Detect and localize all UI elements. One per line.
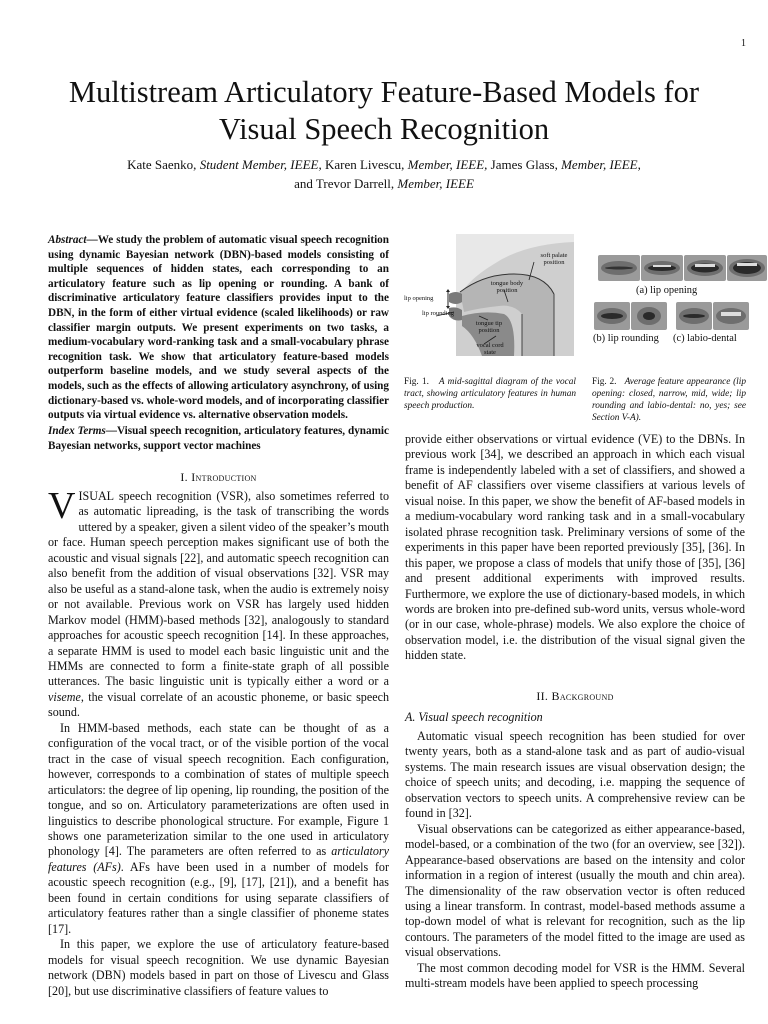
section-heading-introduction [48, 470, 389, 485]
label-tongue-body: tongue body position [490, 280, 524, 294]
title-line-2: Visual Speech Recognition [218, 112, 550, 146]
background-paragraph-2: Visual observations can be categorized as either appearance-based, model-based, or a combination of the two (for an overview, see [32]). Appearance-based observations are based on the intensity and color information in a region of interest (usually the mouth and chin area). The dimensionality of the raw observation vector is often reduced using a linear transform. In contrast, model-based methods assume a top-down model of what is relevant for recognition, such as the lip contours. The parameters of the model fitted to the image are used as visual observations. [405, 821, 745, 960]
background-paragraph-3: The most common decoding model for VSR is the HMM. Several multi-stream models have been applied to speech processing [405, 960, 745, 991]
author-3: James Glass, [490, 157, 558, 172]
subsection-heading-visual-speech-recognition: A. Visual speech recognition [405, 710, 543, 724]
author-list [0, 155, 768, 193]
intro-paragraph-1: VISUAL speech recognition (VSR), also sometimes referred to as automatic lipreading, is the task of transcribing the words uttered by a speaker, given a silent video of the speaker’s mouth or face. Human speech perception makes significant use of both the acoustic and visual signals [22], and automatic speech recognition can also benefit from the addition of visual observations [32]. VSR may also be useful as a stand-alone task, when the audio is extremely noisy or not available. Previous work on VSR has largely used hidden Markov model (HMM)-based methods [32], analogously to standard approaches for acoustic speech recognition [14]. In these approaches, a separate HMM is used to model each basic linguistic unit and the HMMs are connected to form a finite-state graph of all possible utterances. The basic linguistic unit is typically either a word or a viseme, the visual correlate of an acoustic phoneme, or basic speech sound. [48, 485, 389, 720]
background-paragraph-1: Automatic visual speech recognition has been studied for over twenty years, both as a stand-alone task and as part of audio-visual systems. The main research issues are visual observation design; the choice of speech units; and decoding, i.e. mapping the sequence of observation vectors to speech units. A comprehensive review can be found in [32]. [405, 729, 745, 821]
introduction-body [48, 485, 389, 999]
paper-title [0, 74, 768, 148]
lip-image-labiodental-yes [713, 302, 749, 330]
author-4: and Trevor Darrell, [294, 176, 395, 191]
title-line-1: Multistream Articulatory Feature-Based Models for [68, 75, 700, 109]
abstract-lead: Abstract [48, 234, 87, 246]
term-viseme: viseme [48, 689, 81, 704]
figure-1-vocal-tract-diagram [404, 234, 580, 360]
section-title: Background [551, 689, 614, 703]
section-heading-background [405, 689, 745, 704]
section-number: I. [180, 470, 188, 484]
lip-image-mid [684, 255, 726, 281]
background-body [405, 729, 745, 992]
author-3-role: Member, IEEE, [561, 157, 641, 172]
index-terms-lead: Index Terms [48, 425, 106, 437]
label-tongue-tip: tongue tip position [475, 320, 503, 334]
author-2-role: Member, IEEE, [407, 157, 488, 172]
lip-image-labiodental-no [676, 302, 712, 330]
intro-continuation-paragraph: provide either observations or virtual evidence (VE) to the DBNs. In previous work [34], we described an approach in which each visual frame is independently labeled with a set of classifiers, and showed a benefit of AF classifiers over viseme classifiers at various levels of visual noise. In this paper, we show the benefit of AF-based models in a medium-vocabulary word ranking task and in a small-vocabulary isolated phrase recognition task. Preliminary versions of some of the experiments in this paper have been reported previously [35], [36]. In this paper, we propose a class of models that unify those of [35], [36] and present additional experiments with improved results. Furthermore, we explore the use of dictionary-based models, in which words are broken into pre-defined sub-word units, versus whole-word (or in our case, whole-phrase) models. We also explore the choice of observation model, i.e. the distribution of the visual signal given the hidden state. [405, 432, 745, 663]
right-column-body [405, 432, 745, 664]
index-terms [48, 424, 389, 453]
author-1: Kate Saenko, [127, 157, 197, 172]
label-soft-palate: soft palate position [540, 252, 568, 266]
author-4-role: Member, IEEE [397, 176, 474, 191]
abstract [48, 233, 389, 423]
index-terms-text: —Visual speech recognition, articulatory features, dynamic Bayesian networks, support vector machines [48, 425, 389, 452]
page-number: 1 [741, 38, 746, 49]
figure-2c-label: (c) labio-dental [673, 333, 737, 344]
label-lip-opening: lip opening [404, 295, 434, 302]
lip-image-rounding-yes [631, 302, 667, 330]
figure-2b-label: (b) lip rounding [593, 333, 659, 344]
lip-image-closed [598, 255, 640, 281]
intro-paragraph-3: In this paper, we explore the use of articulatory feature-based models for visual speech recognition. We use dynamic Bayesian network (DBN) models based in part on those of Livescu and Glass [20], but use discriminative classifiers of feature values to [48, 937, 389, 998]
label-vocal-cord: vocal cord state [476, 342, 504, 356]
lip-image-wide [727, 255, 767, 281]
section-number: II. [536, 689, 549, 703]
figure-2-caption: Fig. 2. Average feature appearance (lip opening: closed, narrow, mid, wide; lip rounding and labio-dental: no, yes; see Section V-A). [592, 377, 746, 423]
section-title: Introduction [191, 470, 257, 484]
figure-2a-label: (a) lip opening [636, 285, 698, 296]
intro-first-word: ISUAL [78, 489, 115, 503]
author-1-role: Student Member, IEEE, [199, 157, 322, 172]
author-2: Karen Livescu, [324, 157, 405, 172]
abstract-text: —We study the problem of automatic visual speech recognition using dynamic Bayesian network (DBN)-based models consisting of multiple sequences of hidden states, each corresponding to an articulatory feature such as lip opening or rounding. A bank of discriminative articulatory feature classifiers provides input to the DBN, in the form of either virtual evidence (scaled likelihoods) or raw classifier margin outputs. We present experiments on two tasks, a medium-vocabulary word-ranking task and a small-vocabulary phrase recognition task. We show that articulatory feature-based models outperform baseline models, and we study several aspects of the models, such as the effects of allowing articulatory asynchrony, of using dictionary-based vs. whole-word models, and of incorporating classifier outputs via virtual evidence vs. alternative observation models. [48, 234, 389, 422]
lip-image-narrow [641, 255, 683, 281]
drop-cap: V [48, 485, 76, 527]
label-lip-rounding: lip rounding [422, 310, 454, 317]
term-articulatory-features: articulatory features (AFs) [48, 844, 389, 874]
lip-image-rounding-no [594, 302, 630, 330]
figure-1-caption: Fig. 1. A mid-sagittal diagram of the vocal tract, showing articulatory features in human speech production. [404, 377, 576, 411]
intro-paragraph-2: In HMM-based methods, each state can be thought of as a configuration of the vocal tract, or of the visible portion of the vocal tract in the case of visual speech recognition. Each configuration, however, corresponds to a combination of states of multiple speech articulators: the degree of lip opening, lip rounding, the position of the tongue, and so on. Articulatory parameterizations are often used in linguistics to describe phonological structure. For example, Figure 1 shows one parameterization similar to the one used in articulatory phonology [4]. The parameters are often referred to as articulatory features (AFs). AFs have been used in a number of models for acoustic speech recognition (e.g., [9], [17], [21]), and a benefit has been found in certain conditions for using separate classifiers of articulatory features rather than a single classifier of phoneme states [17]. [48, 720, 389, 936]
